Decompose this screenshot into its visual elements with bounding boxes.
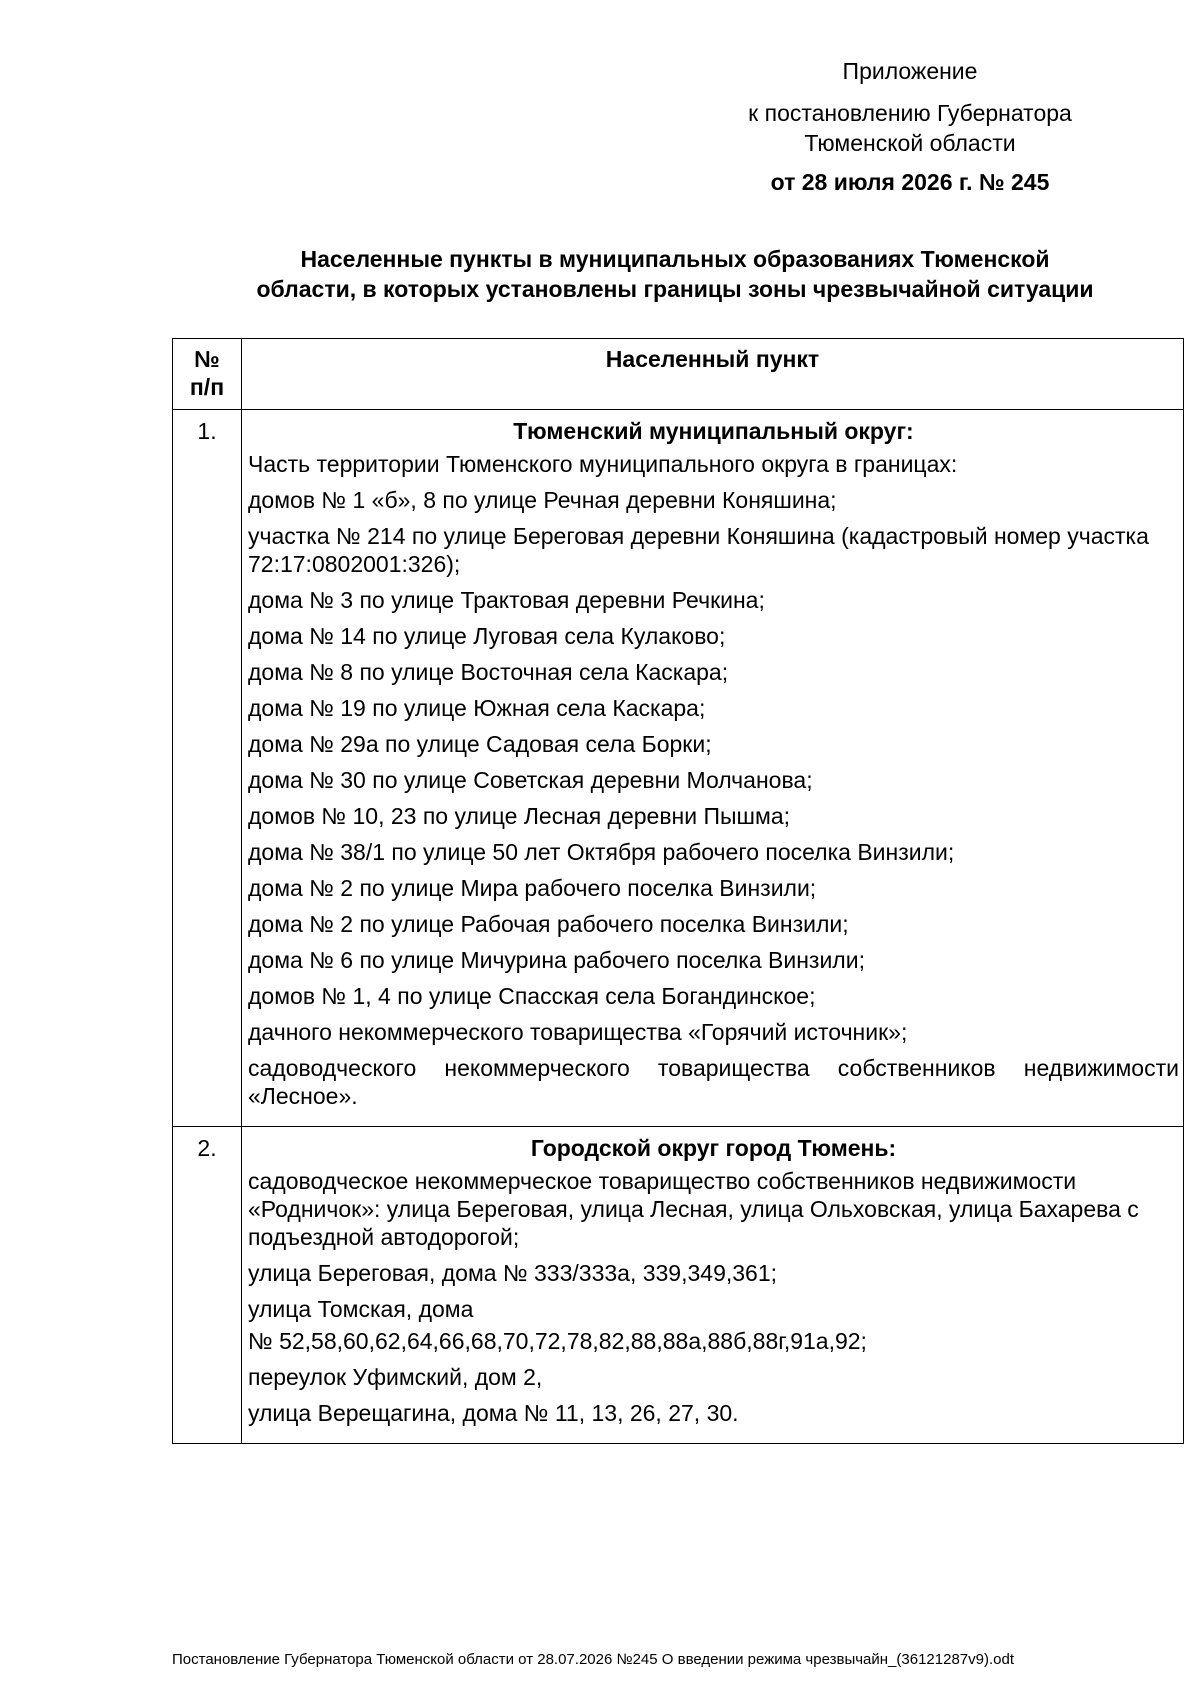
section-heading: Городской округ город Тюмень: <box>530 1135 897 1161</box>
settlements-table <box>172 338 1184 1444</box>
list-item: дома № 2 по улице Мира рабочего поселка Винзили; <box>248 875 817 901</box>
document-title-line-2: области, в которых установлены границы зоны чрезвычайной ситуации <box>256 276 1094 302</box>
list-item: дома № 14 по улице Луговая села Кулаково; <box>248 623 726 649</box>
header-number-cell <box>173 339 242 410</box>
appendix-reference <box>700 98 1120 158</box>
list-item: дома № 3 по улице Трактовая деревни Речкина; <box>248 587 765 613</box>
header-number-symbol: № <box>194 346 220 372</box>
list-item: дома № 29а по улице Садовая села Борки; <box>248 731 712 757</box>
list-item: садоводческого некоммерческого товарищества собственников недвижимости «Лесное». <box>248 1055 1179 1109</box>
appendix-date-number: от 28 июля 2026 г. № 245 <box>770 169 1050 195</box>
row-number: 1. <box>173 410 242 1127</box>
row-number: 2. <box>173 1127 242 1444</box>
list-item: садоводческое некоммерческое товарищество собственников недвижимости «Родничок»: улица Береговая, улица Лесная, улица Ольховская, улица Бахарева с подъездной автодорогой; <box>248 1168 1139 1250</box>
list-item: переулок Уфимский, дом 2, <box>248 1364 543 1390</box>
list-item: участка № 214 по улице Береговая деревни Коняшина (кадастровый номер участка 72:17:0802001:326); <box>248 523 1149 577</box>
row-content <box>242 1127 1184 1444</box>
appendix-reference-line-2: Тюменской области <box>804 130 1016 156</box>
list-item: улица Береговая, дома № 333/333а, 339,349,361; <box>248 1260 778 1286</box>
document-title <box>160 244 1190 304</box>
appendix-label: Приложение <box>842 58 978 84</box>
table-header-row <box>173 339 1184 410</box>
list-item: улица Верещагина, дома № 11, 13, 26, 27, 30. <box>248 1400 739 1426</box>
list-item: Часть территории Тюменского муниципального округа в границах: <box>248 451 958 477</box>
appendix-reference-line-1: к постановлению Губернатора <box>748 100 1072 126</box>
list-item: № 52,58,60,62,64,66,68,70,72,78,82,88,88а,88б,88г,91а,92; <box>248 1328 867 1354</box>
list-item: дачного некоммерческого товарищества «Горячий источник»; <box>248 1019 908 1045</box>
header-settlement-cell: Населенный пункт <box>242 339 1184 410</box>
list-item: домов № 10, 23 по улице Лесная деревни Пышма; <box>248 803 791 829</box>
section-heading: Тюменский муниципальный округ: <box>513 418 914 444</box>
table-row <box>173 410 1184 1127</box>
list-item: дома № 30 по улице Советская деревни Молчанова; <box>248 767 813 793</box>
header-number-abbr: п/п <box>189 374 225 400</box>
table-row <box>173 1127 1184 1444</box>
document-footer: Постановление Губернатора Тюменской области от 28.07.2026 №245 О введении режима чрезвычайн_(36121287v9).odt <box>172 1651 1014 1668</box>
list-item: домов № 1, 4 по улице Спасская села Богандинское; <box>248 983 816 1009</box>
list-item: дома № 38/1 по улице 50 лет Октября рабочего поселка Винзили; <box>248 839 955 865</box>
list-item: улица Томская, дома <box>248 1296 474 1322</box>
list-item: дома № 6 по улице Мичурина рабочего поселка Винзили; <box>248 947 865 973</box>
list-item: дома № 8 по улице Восточная села Каскара; <box>248 659 729 685</box>
list-item: дома № 19 по улице Южная села Каскара; <box>248 695 706 721</box>
document-title-line-1: Населенные пункты в муниципальных образованиях Тюменской <box>300 246 1050 272</box>
row-content <box>242 410 1184 1127</box>
list-item: дома № 2 по улице Рабочая рабочего поселка Винзили; <box>248 911 849 937</box>
list-item: домов № 1 «б», 8 по улице Речная деревни Коняшина; <box>248 487 837 513</box>
